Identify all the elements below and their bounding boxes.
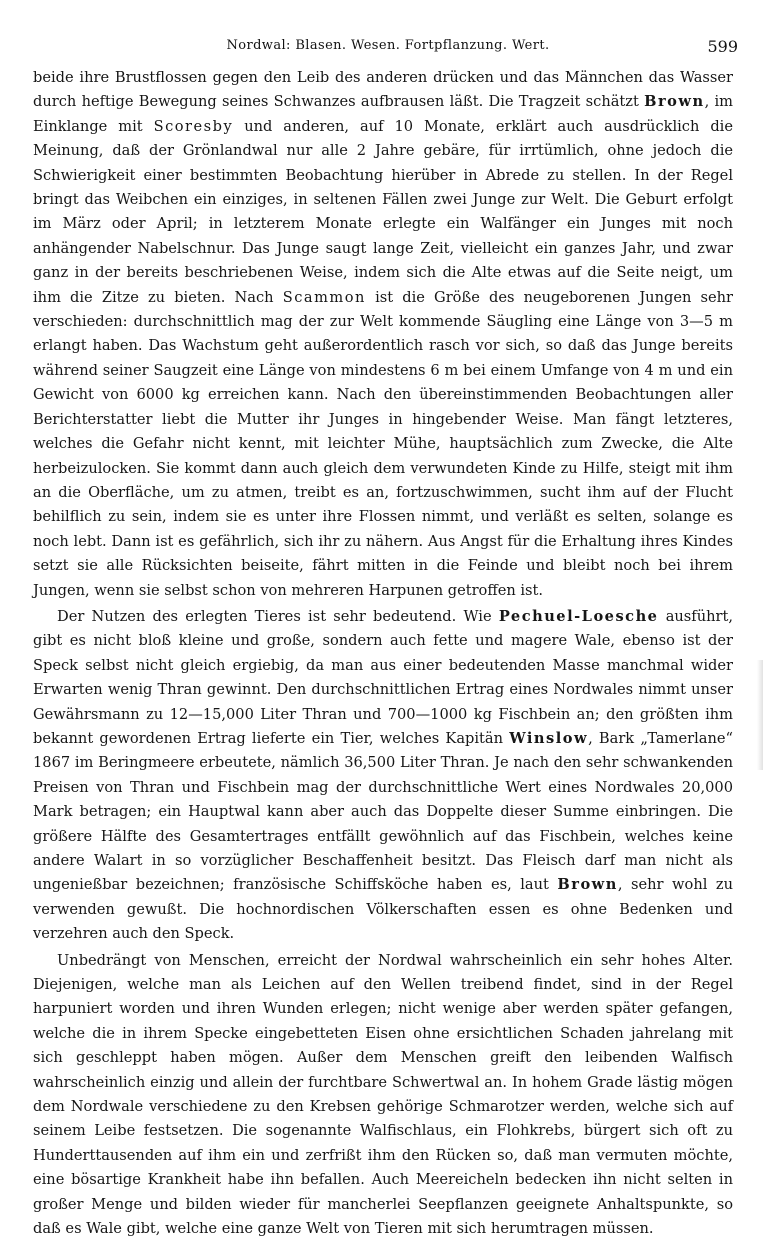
page-edge-shadow (757, 660, 763, 770)
emphasized-name: Scammon (282, 288, 366, 306)
page-number: 599 (707, 37, 738, 56)
text-run: , sehr wohl zu verwenden gewußt. Die hochnordischen Völkerschaften essen es ohne Bedenken und verzehren auch den Speck. (33, 876, 733, 943)
text-run: und anderen, auf 10 Monate, erklärt auch ausdrücklich die Meinung, daß der Grönlandwal nur alle 2 Jahre gebäre, für irrtümlich, ohne jedoch die Schwierigkeit einer bestimmten Beobachtung hierüber in Abrede zu stellen. In der Regel bringt das Weibchen ein einziges, in seltenen Fällen zwei Junge zur Welt. Die Geburt erfolgt im März oder April; in letzterem Monate erlegte ein Walfänger ein Junges mit noch anhängender Nabelschnur. Das Junge saugt lange Zeit, vielleicht ein ganzes Jahr, und zwar ganz in der bereits beschriebenen Weise, indem sich die Alte etwas auf die Seite neigt, um ihm die Zitze zu bieten. Nach (33, 117, 733, 306)
paragraph (33, 66, 733, 603)
text-run: Der Nutzen des erlegten Tieres ist sehr bedeutend. Wie (57, 607, 499, 625)
paragraph (33, 949, 733, 1242)
emphasized-name: Pechuel-Loesche (498, 607, 659, 625)
text-run: , im Einklange mit (33, 93, 733, 135)
text-run: Unbedrängt von Menschen, erreicht der Nordwal wahrscheinlich ein sehr hohes Alter. Diejenigen, welche man als Leichen auf den Wellen treibend findet, sind in der Regel harpuniert worden und ihren Wunden erlegen; nicht wenige aber werden später gefangen, welche die in ihrem Specke eingebetteten Eisen ohne ersichtlichen Schaden jahrelang mit sich geschleppt haben mögen. Außer dem Menschen greift den leibenden Walfisch wahrscheinlich einzig und allein der furchtbare Schwertwal an. In hohem Grade lästig mögen dem Nordwale verschiedene zu den Krebsen gehörige Schmarotzer werden, welche sich auf seinem Leibe festsetzen. Die sogenannte Walfischlaus, ein Flohkrebs, bürgert sich oft zu Hunderttausenden auf ihm ein und zerfrißt ihm den Rücken so, daß man vermuten möchte, eine bösartige Krankheit habe ihn befallen. Auch Meereicheln bedecken ihn nicht selten in großer Menge und bilden wieder für mancherlei Seepflanzen geeignete Anhaltspunkte, so daß es Wale gibt, welche eine ganze Welt von Tieren mit sich herumtragen müssen. (33, 951, 733, 1238)
emphasized-name: Winslow (509, 729, 589, 747)
emphasized-name: Scoresby (153, 117, 234, 135)
paragraph (33, 605, 733, 947)
text-run: ausführt, gibt es nicht bloß kleine und große, sondern auch fette und magere Wale, ebenso ist der Speck selbst nicht gleich ergiebig, da man aus einer bedeutenden Masse manchmal wider Erwarten wenig Thran gewinnt. Den durchschnittlichen Ertrag eines Nordwales nimmt unser Gewährsmann zu 12—15,000 Liter Thran und 700—1000 kg Fischbein an; den größten ihm bekannt gewordenen Ertrag lieferte ein Tier, welches Kapitän (33, 607, 733, 747)
emphasized-name: Brown (644, 93, 705, 111)
running-title: Nordwal: Blasen. Wesen. Fortpflanzung. Wert. (226, 38, 550, 53)
text-run: beide ihre Brustflossen gegen den Leib des anderen drücken und das Männchen das Wasser durch heftige Bewegung seines Schwanzes aufbrausen läßt. Die Tragzeit schätzt (33, 69, 733, 111)
body-text (33, 66, 733, 1242)
text-run: ist die Größe des neugeborenen Jungen sehr verschieden: durchschnittlich mag der zur Welt kommende Säugling eine Länge von 3—5 m erlangt haben. Das Wachstum geht außerordentlich rasch vor sich, so daß das Junge bereits während seiner Saugzeit eine Länge von mindestens 6 m bei einem Umfange von 4 m und ein Gewicht von 6000 kg erreichen kann. Nach den übereinstimmenden Beobachtungen aller Berichterstatter liebt die Mutter ihr Junges in hingebender Weise. Man fängt letzteres, welches die Gefahr nicht kennt, mit leichter Mühe, hauptsächlich zum Zwecke, die Alte herbeizulocken. Sie kommt dann auch gleich dem verwundeten Kinde zu Hilfe, steigt mit ihm an die Oberfläche, um zu atmen, treibt es an, fortzuschwimmen, sucht ihm auf der Flucht behilflich zu sein, indem sie es unter ihre Flossen nimmt, und verläßt es selten, solange es noch lebt. Dann ist es gefährlich, sich ihr zu nähern. Aus Angst für die Erhaltung ihres Kindes setzt sie alle Rücksichten beiseite, fährt mitten in die Feinde und bleibt noch bei ihrem Jungen, wenn sie selbst schon von mehreren Harpunen getroffen ist. (33, 288, 733, 599)
running-head (38, 34, 738, 62)
text-run: , Bark „Tamerlane“ 1867 im Beringmeere erbeutete, nämlich 36,500 Liter Thran. Je nach den sehr schwankenden Preisen von Thran und Fischbein mag der durchschnittliche Wert eines Nordwales 20,000 Mark betragen; ein Hauptwal kann aber auch das Doppelte dieser Summe einbringen. Die größere Hälfte des Gesamtertrages entfällt gewöhnlich auf das Fischbein, welches keine andere Walart in so vorzüglicher Beschaffenheit besitzt. Das Fleisch darf man nicht als ungenießbar bezeichnen; französische Schiffsköche haben es, laut (33, 729, 733, 894)
emphasized-name: Brown (557, 876, 618, 894)
